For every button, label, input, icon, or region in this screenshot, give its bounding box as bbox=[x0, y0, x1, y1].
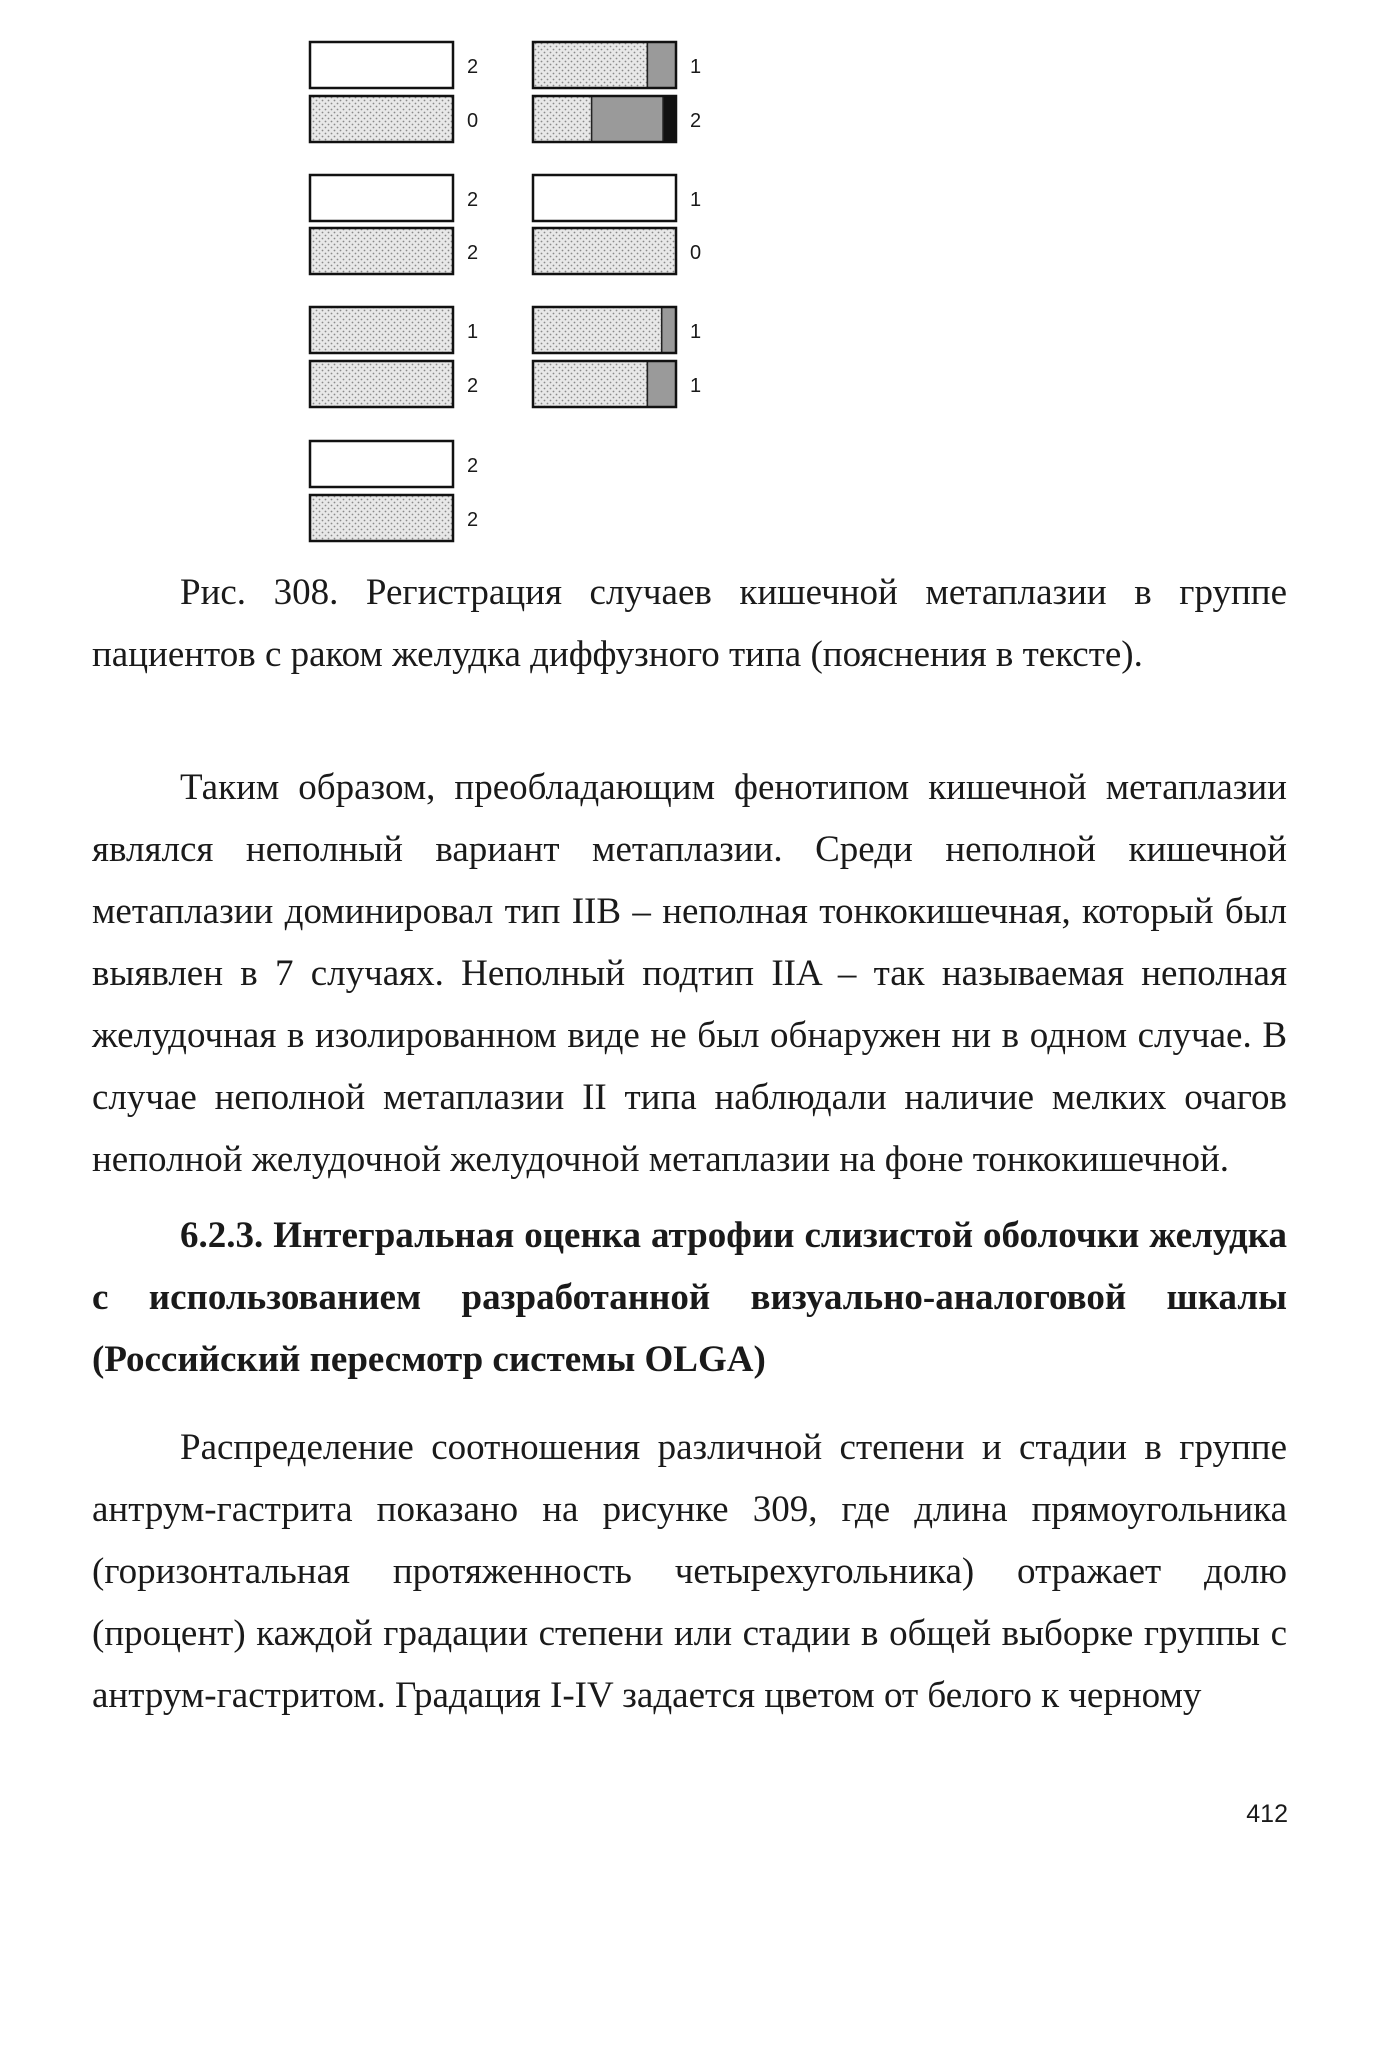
bar-value-label: 0 bbox=[467, 110, 479, 132]
bar-left-7 bbox=[310, 441, 478, 487]
bar-left-8 bbox=[310, 495, 478, 541]
bar-segment-grade-3 bbox=[647, 42, 676, 88]
bar-value-label: 2 bbox=[467, 56, 479, 78]
bar-segment-grade-1 bbox=[310, 42, 453, 88]
bar-segment-grade-4 bbox=[663, 96, 676, 142]
bar-segment-grade-2 bbox=[533, 96, 592, 142]
bar-value-label: 2 bbox=[467, 455, 479, 477]
bar-value-label: 1 bbox=[690, 375, 702, 397]
bar-segment-grade-1 bbox=[310, 175, 453, 221]
figure-308 bbox=[0, 0, 1380, 560]
bar-left-5 bbox=[310, 307, 478, 353]
bar-segment-grade-1 bbox=[310, 441, 453, 487]
figure-caption: Рис. 308. Регистрация случаев кишечной метаплазии в группе пациентов с раком желудка диффузного типа (пояснения в тексте). bbox=[92, 572, 1287, 675]
bar-right-6 bbox=[533, 361, 701, 407]
bar-segment-grade-1 bbox=[533, 175, 676, 221]
bar-segment-grade-2 bbox=[310, 361, 453, 407]
bar-value-label: 2 bbox=[467, 189, 479, 211]
bar-value-label: 0 bbox=[690, 242, 702, 264]
bar-left-1 bbox=[310, 42, 478, 88]
bar-right-5 bbox=[533, 307, 701, 353]
bar-segment-grade-3 bbox=[662, 307, 676, 353]
bar-value-label: 2 bbox=[467, 242, 479, 264]
bar-segment-grade-2 bbox=[533, 228, 676, 274]
bar-value-label: 2 bbox=[467, 509, 479, 531]
bar-segment-grade-2 bbox=[533, 361, 647, 407]
page-number: 412 bbox=[1246, 1800, 1288, 1828]
bar-value-label: 1 bbox=[690, 56, 702, 78]
bar-left-2 bbox=[310, 96, 478, 142]
bar-value-label: 1 bbox=[690, 321, 702, 343]
bar-segment-grade-2 bbox=[533, 42, 647, 88]
bar-right-4 bbox=[533, 228, 701, 274]
body-paragraph-1: Таким образом, преобладающим фенотипом кишечной метаплазии являлся неполный вариант метаплазии. Среди неполной кишечной метаплазии доминировал тип IIB – неполная тонкокишечная, который был выявлен в 7 случаях. Неполный подтип IIA – так называемая неполная желудочная в изолированном виде не был обнаружен ни в одном случае. В случае неполной метаплазии II типа наблюдали наличие мелких очагов неполной желудочной желудочной метаплазии на фоне тонкокишечной. bbox=[92, 767, 1287, 1180]
bar-value-label: 2 bbox=[467, 375, 479, 397]
bar-segment-grade-3 bbox=[592, 96, 664, 142]
bar-segment-grade-2 bbox=[310, 228, 453, 274]
bar-value-label: 1 bbox=[467, 321, 479, 343]
bar-segment-grade-2 bbox=[533, 307, 662, 353]
section-heading: 6.2.3. Интегральная оценка атрофии слизистой оболочки желудка с использованием разработанной визуально-аналоговой шкалы (Российский пересмотр системы OLGA) bbox=[92, 1215, 1287, 1380]
bar-value-label: 2 bbox=[690, 110, 702, 132]
bar-value-label: 1 bbox=[690, 189, 702, 211]
bar-segment-grade-2 bbox=[310, 495, 453, 541]
bar-left-6 bbox=[310, 361, 478, 407]
bar-segment-grade-3 bbox=[647, 361, 676, 407]
bar-segment-grade-2 bbox=[310, 96, 453, 142]
bar-right-2 bbox=[533, 96, 701, 142]
bar-right-1 bbox=[533, 42, 701, 88]
bar-left-3 bbox=[310, 175, 478, 221]
bar-left-4 bbox=[310, 228, 478, 274]
body-paragraph-2: Распределение соотношения различной степени и стадии в группе антрум-гастрита показано на рисунке 309, где длина прямоугольника (горизонтальная протяженность четырехугольника) отражает долю (процент) каждой градации степени или стадии в общей выборке группы с антрум-гастритом. Градация I-IV задается цветом от белого к черному bbox=[92, 1427, 1287, 1716]
bar-right-3 bbox=[533, 175, 701, 221]
bar-segment-grade-2 bbox=[310, 307, 453, 353]
